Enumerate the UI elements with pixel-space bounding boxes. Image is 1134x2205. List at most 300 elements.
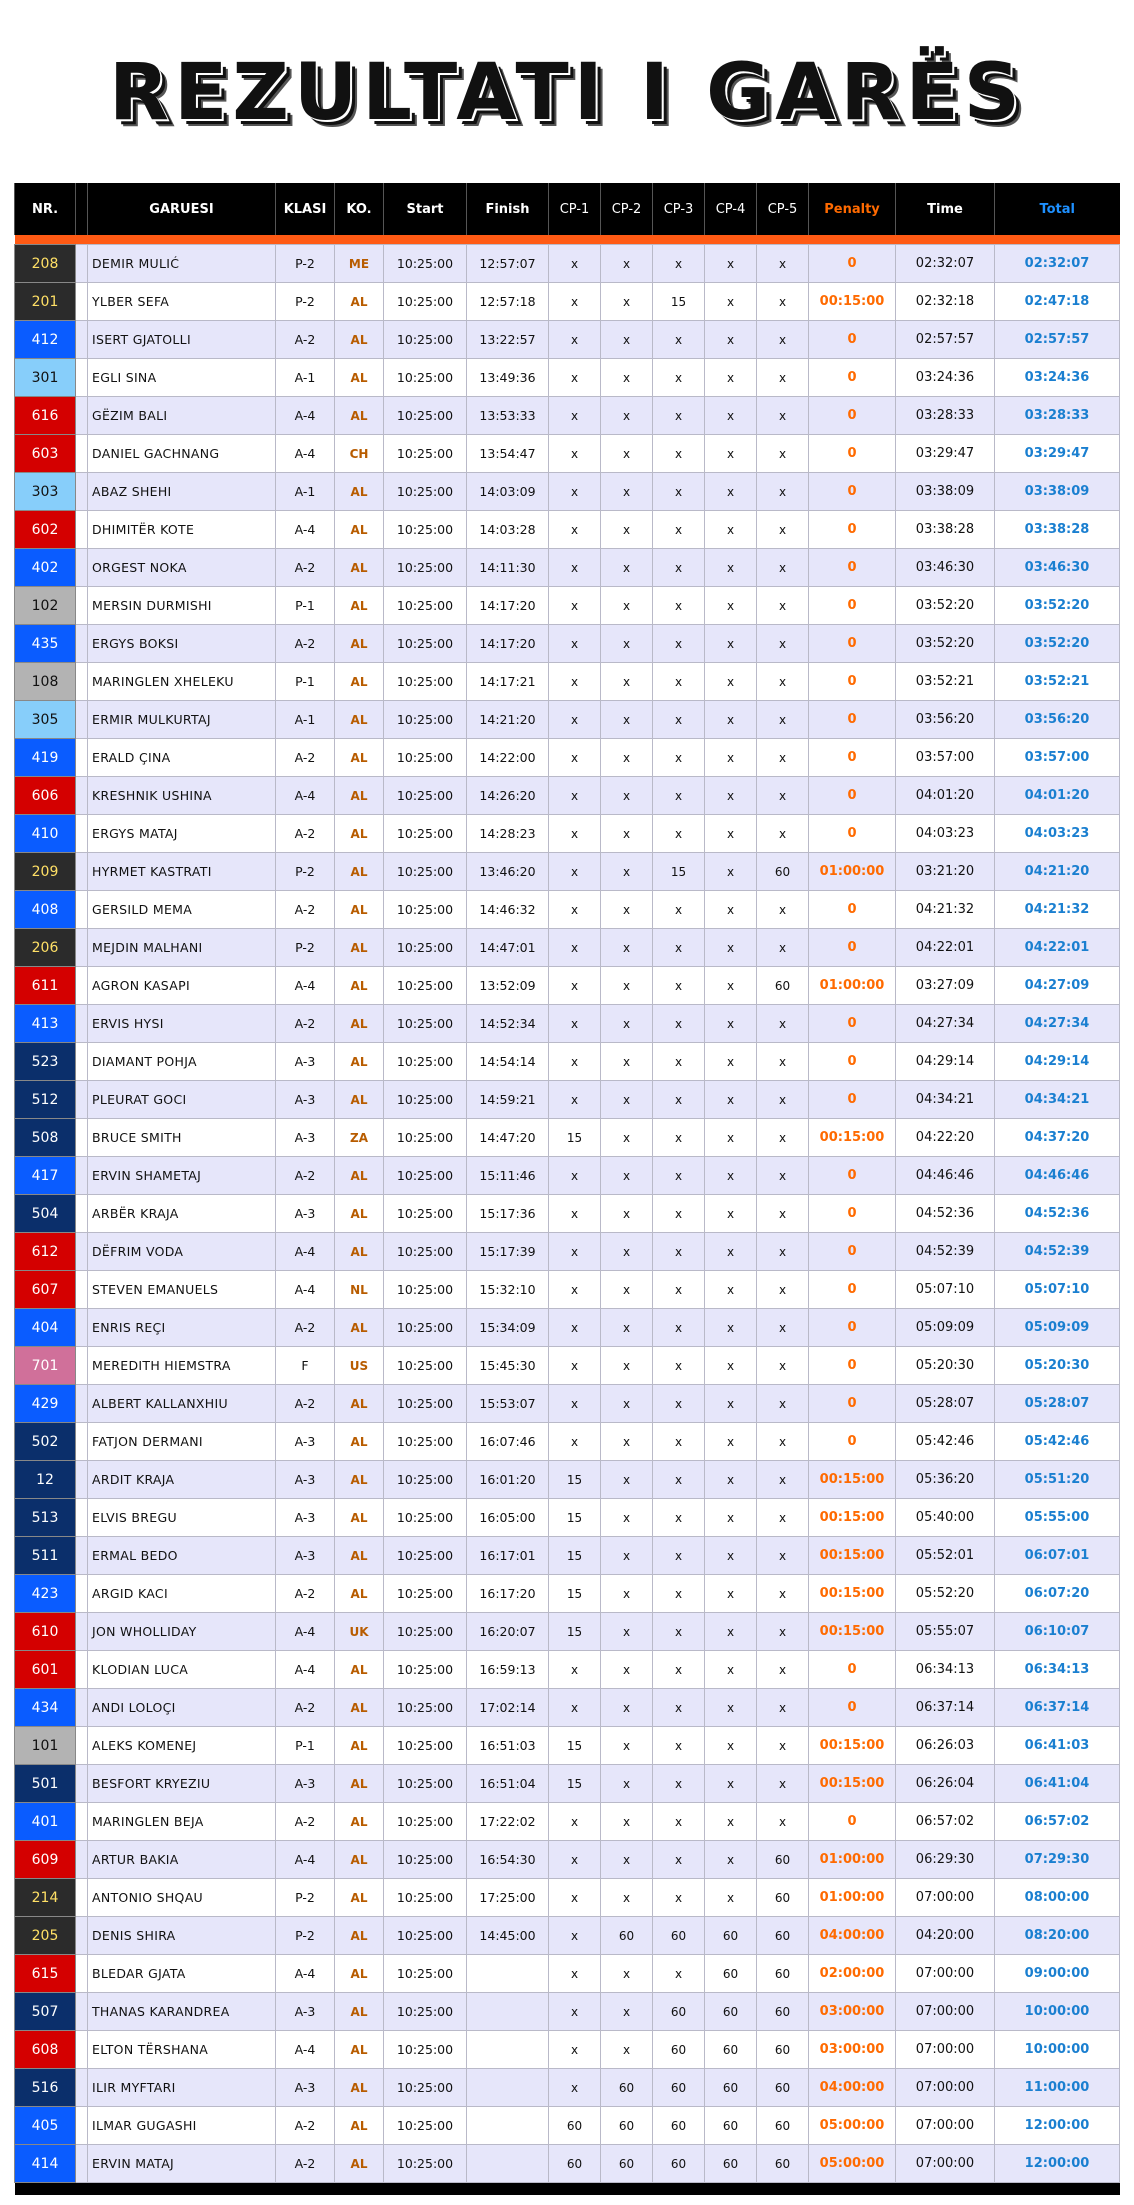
cell-ko: AL bbox=[335, 891, 384, 929]
cell-klasi: A-2 bbox=[276, 1385, 335, 1423]
cell-start: 10:25:00 bbox=[384, 1005, 467, 1043]
cell-klasi: A-4 bbox=[276, 1233, 335, 1271]
cell-ko: AL bbox=[335, 853, 384, 891]
cell-cp3: x bbox=[653, 549, 705, 587]
cell-nr: 413 bbox=[15, 1005, 76, 1043]
cell-start: 10:25:00 bbox=[384, 815, 467, 853]
cell-cp4: 60 bbox=[705, 1993, 757, 2031]
cell-penalty: 0 bbox=[809, 549, 896, 587]
cell-cp1: x bbox=[549, 1081, 601, 1119]
cell-ko: CH bbox=[335, 435, 384, 473]
cell-ko: AL bbox=[335, 587, 384, 625]
cell-total: 06:07:01 bbox=[995, 1537, 1120, 1575]
cell-ko: AL bbox=[335, 1043, 384, 1081]
cell-total: 03:57:00 bbox=[995, 739, 1120, 777]
table-row bbox=[15, 473, 1120, 511]
cell-nr: 303 bbox=[15, 473, 76, 511]
cell-ko: AL bbox=[335, 1765, 384, 1803]
cell-garuesi: ORGEST NOKA bbox=[88, 549, 276, 587]
cell-time: 03:38:09 bbox=[896, 473, 995, 511]
cell-cp4: x bbox=[705, 1309, 757, 1347]
cell-cp4: x bbox=[705, 321, 757, 359]
cell-cp2: x bbox=[601, 435, 653, 473]
cell-start: 10:25:00 bbox=[384, 1423, 467, 1461]
cell-nr: 608 bbox=[15, 2031, 76, 2069]
cell-cp1: x bbox=[549, 2031, 601, 2069]
cell-start: 10:25:00 bbox=[384, 1043, 467, 1081]
cell-start: 10:25:00 bbox=[384, 1651, 467, 1689]
cell-cp4: x bbox=[705, 397, 757, 435]
cell-cp1: x bbox=[549, 1917, 601, 1955]
cell-time: 02:57:57 bbox=[896, 321, 995, 359]
cell-total: 08:00:00 bbox=[995, 1879, 1120, 1917]
cell-start: 10:25:00 bbox=[384, 2145, 467, 2183]
cell-ko: UK bbox=[335, 1613, 384, 1651]
cell-gap bbox=[76, 929, 88, 967]
cell-klasi: A-2 bbox=[276, 1005, 335, 1043]
cell-cp2: x bbox=[601, 1993, 653, 2031]
cell-garuesi: ABAZ SHEHI bbox=[88, 473, 276, 511]
cell-finish: 14:54:14 bbox=[467, 1043, 549, 1081]
cell-cp3: x bbox=[653, 967, 705, 1005]
cell-cp3: x bbox=[653, 1575, 705, 1613]
cell-cp3: x bbox=[653, 1195, 705, 1233]
cell-ko: AL bbox=[335, 1461, 384, 1499]
cell-cp4: x bbox=[705, 1081, 757, 1119]
cell-start: 10:25:00 bbox=[384, 777, 467, 815]
cell-gap bbox=[76, 2069, 88, 2107]
cell-penalty: 00:15:00 bbox=[809, 1613, 896, 1651]
cell-cp4: x bbox=[705, 1803, 757, 1841]
cell-cp3: x bbox=[653, 701, 705, 739]
cell-cp5: 60 bbox=[757, 967, 809, 1005]
cell-klasi: P-1 bbox=[276, 587, 335, 625]
cell-nr: 214 bbox=[15, 1879, 76, 1917]
cell-klasi: A-3 bbox=[276, 1119, 335, 1157]
cell-start: 10:25:00 bbox=[384, 1803, 467, 1841]
cell-nr: 101 bbox=[15, 1727, 76, 1765]
cell-cp4: 60 bbox=[705, 1955, 757, 1993]
cell-nr: 208 bbox=[15, 245, 76, 283]
cell-garuesi: ERALD ÇINA bbox=[88, 739, 276, 777]
table-row bbox=[15, 1537, 1120, 1575]
cell-cp4: x bbox=[705, 891, 757, 929]
cell-start: 10:25:00 bbox=[384, 1765, 467, 1803]
cell-cp2: x bbox=[601, 1271, 653, 1309]
cell-garuesi: DIAMANT POHJA bbox=[88, 1043, 276, 1081]
cell-klasi: A-4 bbox=[276, 777, 335, 815]
cell-total: 03:52:21 bbox=[995, 663, 1120, 701]
cell-total: 09:00:00 bbox=[995, 1955, 1120, 1993]
cell-cp1: x bbox=[549, 1993, 601, 2031]
cell-start: 10:25:00 bbox=[384, 549, 467, 587]
cell-start: 10:25:00 bbox=[384, 1195, 467, 1233]
cell-cp4: x bbox=[705, 1765, 757, 1803]
cell-finish: 14:47:01 bbox=[467, 929, 549, 967]
cell-total: 03:38:09 bbox=[995, 473, 1120, 511]
cell-nr: 402 bbox=[15, 549, 76, 587]
cell-ko: AL bbox=[335, 2107, 384, 2145]
cell-cp2: x bbox=[601, 1727, 653, 1765]
cell-start: 10:25:00 bbox=[384, 625, 467, 663]
cell-penalty: 05:00:00 bbox=[809, 2107, 896, 2145]
cell-ko: AL bbox=[335, 1537, 384, 1575]
cell-finish: 14:59:21 bbox=[467, 1081, 549, 1119]
cell-time: 04:01:20 bbox=[896, 777, 995, 815]
cell-cp2: x bbox=[601, 511, 653, 549]
cell-ko: AL bbox=[335, 1727, 384, 1765]
cell-time: 03:57:00 bbox=[896, 739, 995, 777]
cell-finish: 14:26:20 bbox=[467, 777, 549, 815]
table-row bbox=[15, 891, 1120, 929]
cell-nr: 523 bbox=[15, 1043, 76, 1081]
cell-klasi: A-2 bbox=[276, 625, 335, 663]
cell-cp5: x bbox=[757, 1081, 809, 1119]
cell-total: 06:41:04 bbox=[995, 1765, 1120, 1803]
cell-finish: 16:54:30 bbox=[467, 1841, 549, 1879]
cell-nr: 401 bbox=[15, 1803, 76, 1841]
cell-cp1: x bbox=[549, 245, 601, 283]
cell-nr: 507 bbox=[15, 1993, 76, 2031]
cell-ko: AL bbox=[335, 777, 384, 815]
cell-total: 04:52:39 bbox=[995, 1233, 1120, 1271]
cell-start: 10:25:00 bbox=[384, 283, 467, 321]
cell-finish bbox=[467, 2031, 549, 2069]
cell-cp3: x bbox=[653, 1651, 705, 1689]
cell-cp1: 15 bbox=[549, 1499, 601, 1537]
cell-cp1: 15 bbox=[549, 1727, 601, 1765]
cell-klasi: F bbox=[276, 1347, 335, 1385]
cell-cp5: x bbox=[757, 1499, 809, 1537]
cell-finish: 14:47:20 bbox=[467, 1119, 549, 1157]
cell-klasi: A-3 bbox=[276, 1993, 335, 2031]
cell-time: 02:32:07 bbox=[896, 245, 995, 283]
header-nr: NR. bbox=[15, 183, 76, 235]
cell-total: 03:29:47 bbox=[995, 435, 1120, 473]
table-row bbox=[15, 853, 1120, 891]
cell-finish: 14:17:21 bbox=[467, 663, 549, 701]
cell-ko: AL bbox=[335, 473, 384, 511]
cell-cp5: x bbox=[757, 511, 809, 549]
cell-cp3: x bbox=[653, 815, 705, 853]
cell-penalty: 0 bbox=[809, 1803, 896, 1841]
table-row bbox=[15, 1651, 1120, 1689]
cell-cp1: x bbox=[549, 929, 601, 967]
cell-cp5: x bbox=[757, 321, 809, 359]
cell-finish: 13:52:09 bbox=[467, 967, 549, 1005]
cell-gap bbox=[76, 2145, 88, 2183]
table-row bbox=[15, 549, 1120, 587]
cell-cp4: x bbox=[705, 1841, 757, 1879]
cell-cp2: x bbox=[601, 1537, 653, 1575]
cell-total: 03:38:28 bbox=[995, 511, 1120, 549]
cell-cp3: 15 bbox=[653, 283, 705, 321]
cell-nr: 419 bbox=[15, 739, 76, 777]
cell-nr: 615 bbox=[15, 1955, 76, 1993]
table-row bbox=[15, 1347, 1120, 1385]
cell-garuesi: ARBËR KRAJA bbox=[88, 1195, 276, 1233]
cell-total: 05:51:20 bbox=[995, 1461, 1120, 1499]
cell-gap bbox=[76, 1309, 88, 1347]
cell-total: 04:01:20 bbox=[995, 777, 1120, 815]
cell-start: 10:25:00 bbox=[384, 1271, 467, 1309]
cell-finish: 14:03:09 bbox=[467, 473, 549, 511]
cell-klasi: A-4 bbox=[276, 967, 335, 1005]
header-accent-bar bbox=[15, 235, 1120, 245]
table-row bbox=[15, 283, 1120, 321]
cell-cp3: x bbox=[653, 1385, 705, 1423]
cell-total: 04:21:32 bbox=[995, 891, 1120, 929]
cell-cp3: 60 bbox=[653, 2069, 705, 2107]
cell-cp4: 60 bbox=[705, 1917, 757, 1955]
cell-ko: AL bbox=[335, 283, 384, 321]
cell-cp5: x bbox=[757, 1271, 809, 1309]
cell-garuesi: ERMAL BEDO bbox=[88, 1537, 276, 1575]
cell-cp4: x bbox=[705, 549, 757, 587]
cell-penalty: 03:00:00 bbox=[809, 1993, 896, 2031]
cell-klasi: A-2 bbox=[276, 1309, 335, 1347]
cell-cp3: x bbox=[653, 1727, 705, 1765]
cell-cp2: x bbox=[601, 1689, 653, 1727]
cell-garuesi: BLEDAR GJATA bbox=[88, 1955, 276, 1993]
cell-klasi: P-1 bbox=[276, 1727, 335, 1765]
cell-cp4: x bbox=[705, 473, 757, 511]
cell-ko: AL bbox=[335, 1993, 384, 2031]
cell-klasi: A-4 bbox=[276, 511, 335, 549]
cell-cp5: x bbox=[757, 929, 809, 967]
cell-gap bbox=[76, 245, 88, 283]
cell-gap bbox=[76, 1385, 88, 1423]
cell-nr: 502 bbox=[15, 1423, 76, 1461]
cell-ko: AL bbox=[335, 1841, 384, 1879]
cell-penalty: 04:00:00 bbox=[809, 2069, 896, 2107]
cell-cp4: 60 bbox=[705, 2031, 757, 2069]
table-row bbox=[15, 663, 1120, 701]
cell-nr: 609 bbox=[15, 1841, 76, 1879]
cell-cp3: x bbox=[653, 1119, 705, 1157]
cell-ko: AL bbox=[335, 2145, 384, 2183]
cell-cp5: x bbox=[757, 1043, 809, 1081]
cell-klasi: A-1 bbox=[276, 473, 335, 511]
cell-cp2: x bbox=[601, 1613, 653, 1651]
cell-gap bbox=[76, 663, 88, 701]
cell-ko: AL bbox=[335, 1005, 384, 1043]
cell-cp1: x bbox=[549, 1689, 601, 1727]
cell-garuesi: MEJDIN MALHANI bbox=[88, 929, 276, 967]
table-row bbox=[15, 1043, 1120, 1081]
cell-ko: US bbox=[335, 1347, 384, 1385]
cell-finish: 13:46:20 bbox=[467, 853, 549, 891]
cell-cp3: x bbox=[653, 929, 705, 967]
cell-finish: 16:20:07 bbox=[467, 1613, 549, 1651]
cell-gap bbox=[76, 1157, 88, 1195]
cell-ko: ZA bbox=[335, 1119, 384, 1157]
cell-cp1: x bbox=[549, 815, 601, 853]
cell-klasi: A-4 bbox=[276, 397, 335, 435]
cell-finish bbox=[467, 1993, 549, 2031]
cell-garuesi: DEMIR MULIĆ bbox=[88, 245, 276, 283]
cell-start: 10:25:00 bbox=[384, 1537, 467, 1575]
cell-total: 03:28:33 bbox=[995, 397, 1120, 435]
cell-klasi: A-4 bbox=[276, 1841, 335, 1879]
cell-ko: AL bbox=[335, 1233, 384, 1271]
cell-cp1: x bbox=[549, 549, 601, 587]
cell-cp1: x bbox=[549, 359, 601, 397]
cell-finish: 15:17:36 bbox=[467, 1195, 549, 1233]
cell-cp2: x bbox=[601, 1309, 653, 1347]
cell-start: 10:25:00 bbox=[384, 1081, 467, 1119]
cell-gap bbox=[76, 815, 88, 853]
cell-finish: 15:53:07 bbox=[467, 1385, 549, 1423]
cell-nr: 305 bbox=[15, 701, 76, 739]
cell-garuesi: ILMAR GUGASHI bbox=[88, 2107, 276, 2145]
cell-penalty: 0 bbox=[809, 1081, 896, 1119]
table-row bbox=[15, 1461, 1120, 1499]
cell-total: 04:46:46 bbox=[995, 1157, 1120, 1195]
table-row bbox=[15, 1575, 1120, 1613]
cell-cp2: 60 bbox=[601, 2069, 653, 2107]
cell-ko: AL bbox=[335, 2031, 384, 2069]
cell-cp3: x bbox=[653, 397, 705, 435]
cell-total: 04:27:34 bbox=[995, 1005, 1120, 1043]
cell-cp5: x bbox=[757, 1461, 809, 1499]
cell-cp4: x bbox=[705, 929, 757, 967]
cell-penalty: 0 bbox=[809, 929, 896, 967]
cell-penalty: 0 bbox=[809, 587, 896, 625]
cell-cp2: x bbox=[601, 1423, 653, 1461]
cell-cp2: x bbox=[601, 1499, 653, 1537]
table-row bbox=[15, 2031, 1120, 2069]
cell-garuesi: DANIEL GACHNANG bbox=[88, 435, 276, 473]
cell-gap bbox=[76, 1233, 88, 1271]
cell-garuesi: KLODIAN LUCA bbox=[88, 1651, 276, 1689]
cell-penalty: 01:00:00 bbox=[809, 1879, 896, 1917]
cell-time: 05:55:07 bbox=[896, 1613, 995, 1651]
page-title: REZULTATI I GARËS bbox=[109, 48, 1025, 138]
table-row bbox=[15, 2107, 1120, 2145]
cell-cp3: x bbox=[653, 1081, 705, 1119]
cell-gap bbox=[76, 1955, 88, 1993]
cell-cp2: x bbox=[601, 283, 653, 321]
cell-finish: 16:07:46 bbox=[467, 1423, 549, 1461]
cell-klasi: A-4 bbox=[276, 1955, 335, 1993]
cell-time: 06:57:02 bbox=[896, 1803, 995, 1841]
cell-nr: 417 bbox=[15, 1157, 76, 1195]
cell-cp2: 60 bbox=[601, 2145, 653, 2183]
table-body bbox=[15, 235, 1120, 2195]
cell-cp3: x bbox=[653, 245, 705, 283]
table-row bbox=[15, 929, 1120, 967]
cell-ko: AL bbox=[335, 321, 384, 359]
cell-gap bbox=[76, 1195, 88, 1233]
cell-time: 07:00:00 bbox=[896, 2107, 995, 2145]
cell-finish: 15:45:30 bbox=[467, 1347, 549, 1385]
cell-start: 10:25:00 bbox=[384, 359, 467, 397]
cell-cp5: x bbox=[757, 1613, 809, 1651]
cell-cp2: x bbox=[601, 587, 653, 625]
header-time: Time bbox=[896, 183, 995, 235]
cell-klasi: A-1 bbox=[276, 359, 335, 397]
cell-time: 03:21:20 bbox=[896, 853, 995, 891]
cell-klasi: A-2 bbox=[276, 1575, 335, 1613]
cell-cp1: x bbox=[549, 2069, 601, 2107]
cell-finish: 13:53:33 bbox=[467, 397, 549, 435]
cell-cp5: 60 bbox=[757, 853, 809, 891]
cell-ko: AL bbox=[335, 1689, 384, 1727]
cell-cp2: x bbox=[601, 473, 653, 511]
cell-time: 04:52:39 bbox=[896, 1233, 995, 1271]
cell-cp1: x bbox=[549, 1233, 601, 1271]
cell-gap bbox=[76, 853, 88, 891]
cell-cp1: x bbox=[549, 891, 601, 929]
cell-cp3: x bbox=[653, 625, 705, 663]
cell-start: 10:25:00 bbox=[384, 1879, 467, 1917]
cell-gap bbox=[76, 1499, 88, 1537]
cell-cp3: x bbox=[653, 1043, 705, 1081]
cell-penalty: 0 bbox=[809, 625, 896, 663]
header-finish: Finish bbox=[467, 183, 549, 235]
cell-cp3: x bbox=[653, 359, 705, 397]
cell-start: 10:25:00 bbox=[384, 853, 467, 891]
cell-cp5: x bbox=[757, 549, 809, 587]
cell-cp1: 15 bbox=[549, 1119, 601, 1157]
table-row bbox=[15, 1081, 1120, 1119]
cell-klasi: A-2 bbox=[276, 1157, 335, 1195]
cell-time: 04:20:00 bbox=[896, 1917, 995, 1955]
cell-cp4: x bbox=[705, 1499, 757, 1537]
cell-cp5: x bbox=[757, 891, 809, 929]
header-cp5: CP-5 bbox=[757, 183, 809, 235]
cell-cp1: x bbox=[549, 1195, 601, 1233]
cell-ko: AL bbox=[335, 929, 384, 967]
cell-cp3: x bbox=[653, 1423, 705, 1461]
cell-cp3: x bbox=[653, 473, 705, 511]
cell-cp1: x bbox=[549, 663, 601, 701]
cell-nr: 601 bbox=[15, 1651, 76, 1689]
cell-ko: AL bbox=[335, 1651, 384, 1689]
cell-total: 06:41:03 bbox=[995, 1727, 1120, 1765]
cell-start: 10:25:00 bbox=[384, 1233, 467, 1271]
cell-cp4: 60 bbox=[705, 2069, 757, 2107]
cell-cp5: x bbox=[757, 1537, 809, 1575]
cell-cp1: x bbox=[549, 587, 601, 625]
cell-nr: 610 bbox=[15, 1613, 76, 1651]
cell-nr: 102 bbox=[15, 587, 76, 625]
cell-cp4: x bbox=[705, 1347, 757, 1385]
cell-time: 05:20:30 bbox=[896, 1347, 995, 1385]
cell-cp4: x bbox=[705, 1461, 757, 1499]
table-row bbox=[15, 2145, 1120, 2183]
cell-time: 05:28:07 bbox=[896, 1385, 995, 1423]
cell-ko: AL bbox=[335, 1499, 384, 1537]
cell-cp2: x bbox=[601, 1043, 653, 1081]
cell-gap bbox=[76, 1081, 88, 1119]
cell-finish bbox=[467, 2145, 549, 2183]
cell-time: 04:22:01 bbox=[896, 929, 995, 967]
cell-cp5: x bbox=[757, 473, 809, 511]
cell-cp4: x bbox=[705, 777, 757, 815]
cell-klasi: P-2 bbox=[276, 853, 335, 891]
cell-finish: 14:17:20 bbox=[467, 587, 549, 625]
cell-total: 10:00:00 bbox=[995, 2031, 1120, 2069]
cell-penalty: 0 bbox=[809, 701, 896, 739]
cell-cp1: x bbox=[549, 1385, 601, 1423]
cell-time: 03:28:33 bbox=[896, 397, 995, 435]
cell-gap bbox=[76, 891, 88, 929]
cell-time: 03:52:21 bbox=[896, 663, 995, 701]
cell-klasi: P-2 bbox=[276, 1879, 335, 1917]
cell-cp2: x bbox=[601, 1233, 653, 1271]
